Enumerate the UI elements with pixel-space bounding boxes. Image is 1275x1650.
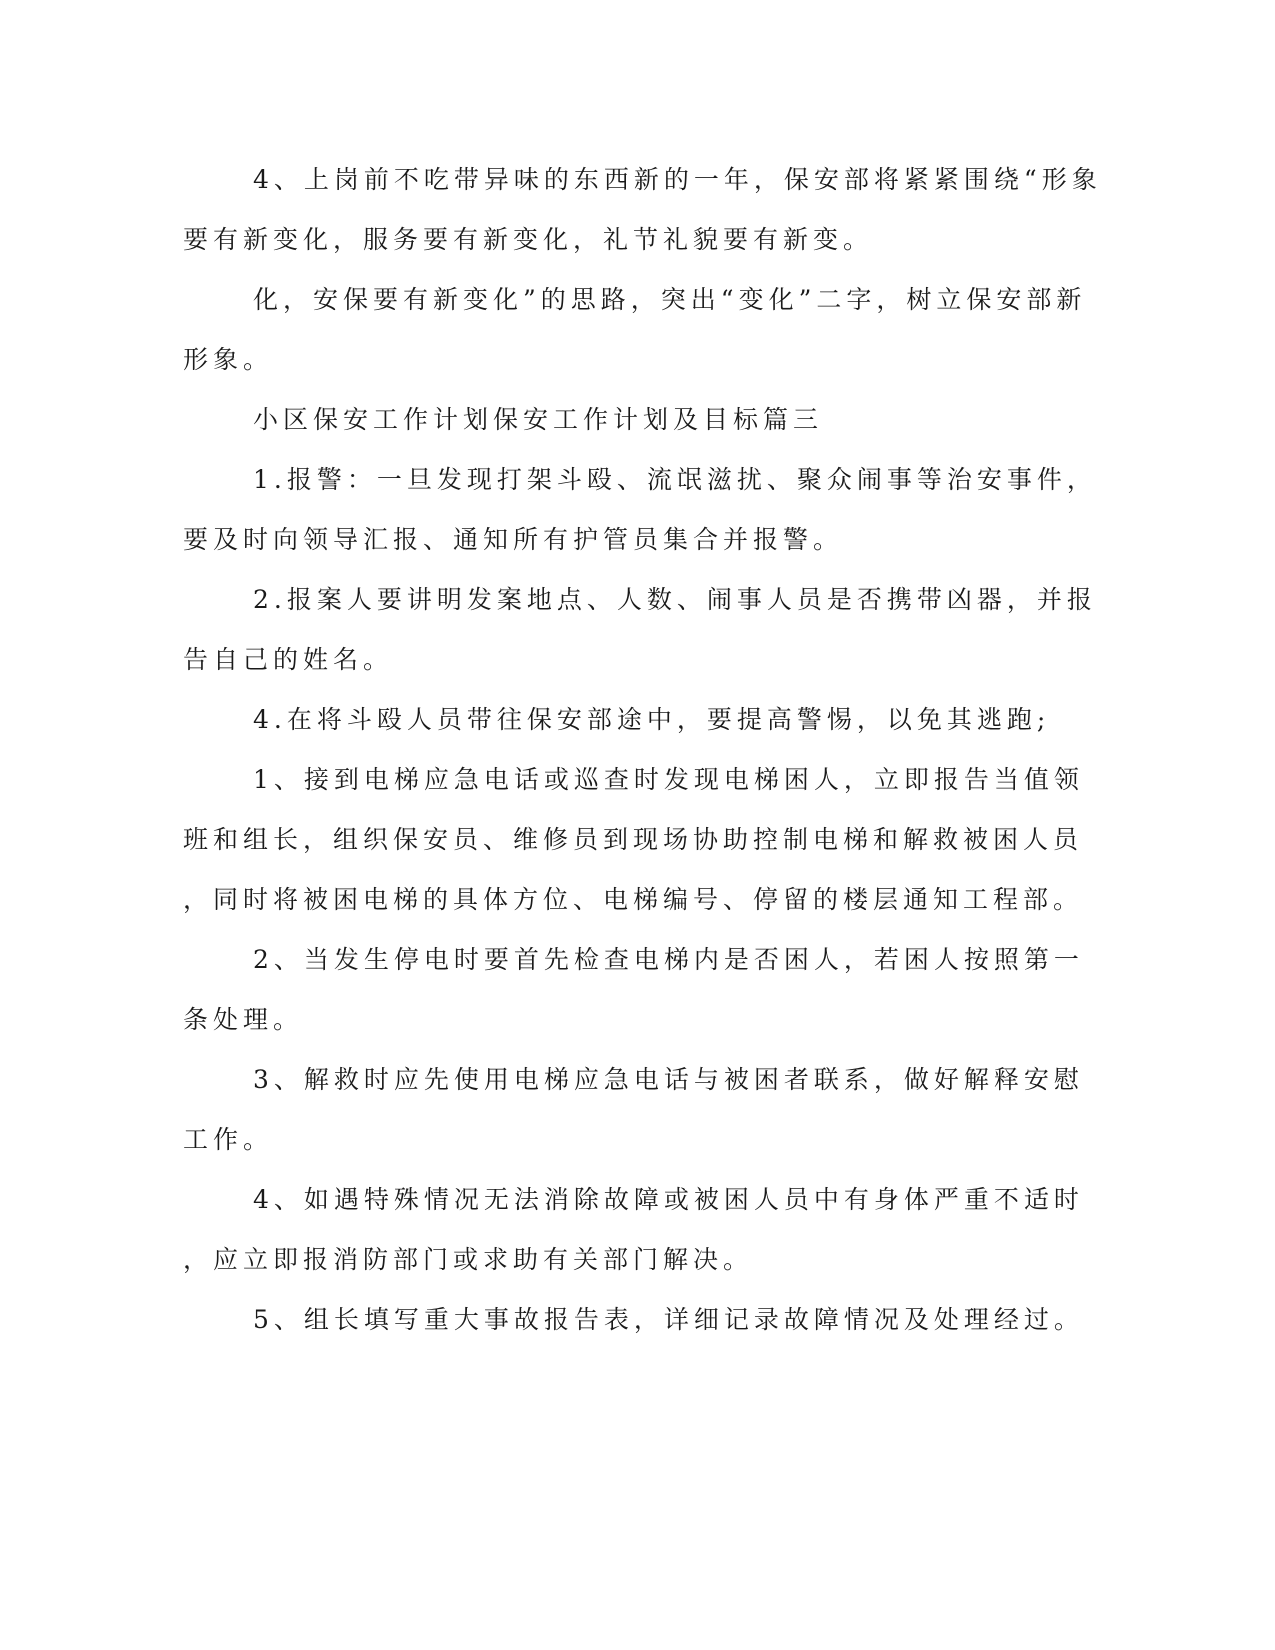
text-line: 工作。 — [183, 1125, 274, 1154]
text-line: 5、组长填写重大事故报告表，详细记录故障情况及处理经过。 — [253, 1305, 1084, 1334]
text-line: 形象。 — [183, 345, 274, 374]
text-line: 2.报案人要讲明发案地点、人数、闹事人员是否携带凶器，并报 — [253, 585, 1097, 614]
section-heading: 小区保安工作计划保安工作计划及目标篇三 — [253, 405, 824, 434]
text-line: 要及时向领导汇报、通知所有护管员集合并报警。 — [183, 525, 844, 554]
text-line: 4、如遇特殊情况无法消除故障或被困人员中有身体严重不适时 — [253, 1185, 1084, 1214]
text-line: 4.在将斗殴人员带往保安部途中，要提高警惕，以免其逃跑; — [253, 705, 1051, 734]
text-line: 条处理。 — [183, 1005, 304, 1034]
document-body — [183, 150, 1102, 1350]
text-line: ，应立即报消防部门或求助有关部门解决。 — [183, 1245, 754, 1274]
text-line: 要有新变化，服务要有新变化，礼节礼貌要有新变。 — [183, 225, 874, 254]
text-line: 4、上岗前不吃带异味的东西新的一年，保安部将紧紧围绕“形象 — [253, 165, 1102, 194]
text-line: 化，安保要有新变化”的思路，突出“变化”二字，树立保安部新 — [253, 285, 1087, 314]
text-line: 班和组长，组织保安员、维修员到现场协助控制电梯和解救被困人员 — [183, 825, 1084, 854]
text-line: 1、接到电梯应急电话或巡查时发现电梯困人，立即报告当值领 — [253, 765, 1084, 794]
text-line: 1.报警：一旦发现打架斗殴、流氓滋扰、聚众闹事等治安事件， — [253, 465, 1097, 494]
text-line: ，同时将被困电梯的具体方位、电梯编号、停留的楼层通知工程部。 — [183, 885, 1084, 914]
text-line: 告自己的姓名。 — [183, 645, 394, 674]
text-line: 2、当发生停电时要首先检查电梯内是否困人，若困人按照第一 — [253, 945, 1084, 974]
text-line: 3、解救时应先使用电梯应急电话与被困者联系，做好解释安慰 — [253, 1065, 1084, 1094]
